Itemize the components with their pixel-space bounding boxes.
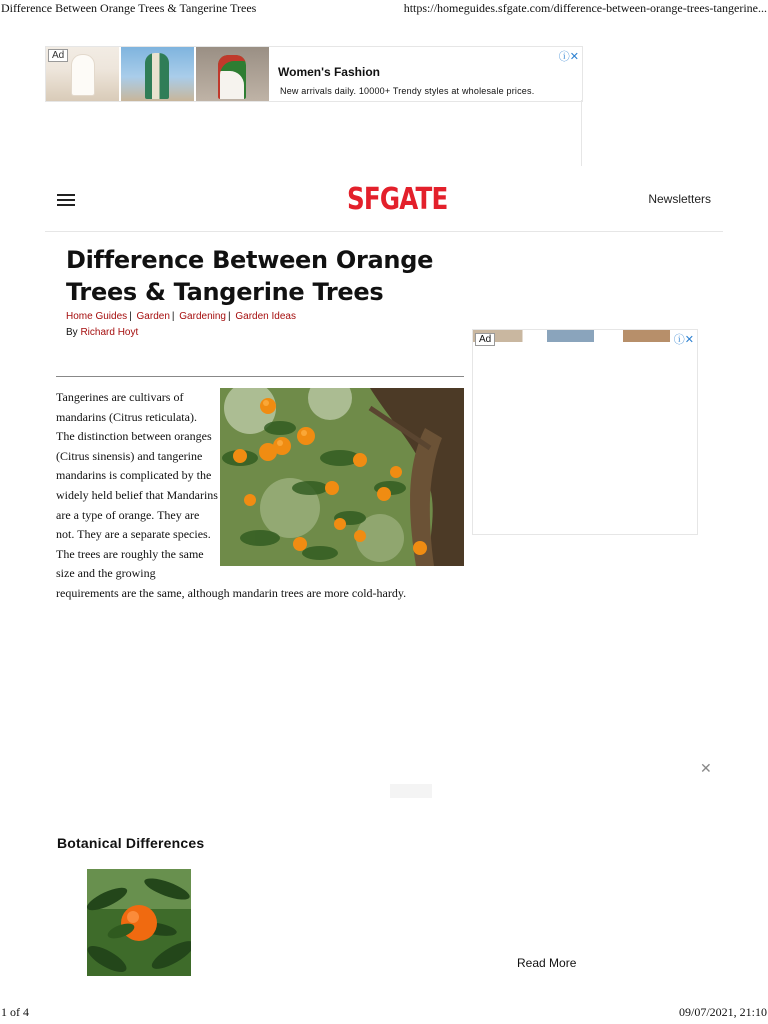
- empty-ad-slot: [390, 784, 432, 798]
- print-datetime: 09/07/2021, 21:10: [678, 1005, 767, 1019]
- ad-title[interactable]: Women's Fashion: [278, 65, 380, 79]
- newsletters-link[interactable]: Newsletters: [648, 192, 711, 206]
- sidebar-ad-image-strip[interactable]: [473, 330, 697, 342]
- sidebar-ad[interactable]: [472, 329, 698, 535]
- read-more-link[interactable]: Read More: [517, 956, 577, 970]
- print-page-url: https://homeguides.sfgate.com/difference-between-orange-trees-tangerine...: [403, 1, 767, 15]
- breadcrumb-garden[interactable]: Garden: [136, 311, 170, 322]
- article-paragraph: Tangerines are cultivars of mandarins (Citrus reticulata). The distinction between oranges (Citrus sinensis) and tangerine mandarins is complicated by the widely held belief that Mandarins are a type of orange. They are not. They are a separate species. The trees are roughly the same size and the growing requirements are the same, although mandarin trees are more cold-hardy.: [56, 390, 407, 600]
- print-page-number: 1 of 4: [1, 1005, 29, 1019]
- print-page-title: Difference Between Orange Trees & Tangerine Trees: [1, 1, 257, 15]
- section-heading: Botanical Differences: [57, 835, 205, 851]
- author-link[interactable]: Richard Hoyt: [80, 327, 139, 338]
- ad-image-green-dress[interactable]: [121, 47, 194, 101]
- ad-badge: Ad: [475, 333, 495, 346]
- hamburger-menu-icon[interactable]: [57, 194, 75, 206]
- article-body: [56, 388, 464, 604]
- breadcrumb-garden-ideas[interactable]: Garden Ideas: [235, 311, 296, 322]
- ad-image-floral-top[interactable]: [196, 47, 269, 101]
- tangerine-thumbnail[interactable]: [87, 869, 191, 976]
- byline-label: By: [66, 327, 78, 338]
- sfgate-logo[interactable]: SFGATE: [347, 182, 448, 217]
- print-footer: [0, 1004, 768, 1024]
- ad-choices-icon[interactable]: ⓘ✕: [558, 51, 579, 63]
- breadcrumb-gardening[interactable]: Gardening: [179, 311, 226, 322]
- breadcrumb-home-guides[interactable]: Home Guides: [66, 311, 128, 322]
- ad-description: New arrivals daily. 10000+ Trendy styles at wholesale prices.: [280, 86, 535, 96]
- ad-choices-icon[interactable]: ⓘ✕: [673, 334, 694, 346]
- top-banner-ad[interactable]: [45, 46, 583, 102]
- byline: [66, 327, 138, 338]
- ad-badge: Ad: [48, 49, 68, 62]
- breadcrumb: Home Guides | Garden | Gardening | Garden Ideas: [66, 311, 296, 322]
- divider: [56, 376, 464, 377]
- article-headline: Difference Between Orange Trees & Tangerine Trees: [66, 246, 434, 306]
- print-header: [0, 0, 768, 18]
- site-navigation: [45, 170, 723, 232]
- ad-divider: [581, 100, 582, 166]
- close-icon[interactable]: ✕: [700, 760, 712, 776]
